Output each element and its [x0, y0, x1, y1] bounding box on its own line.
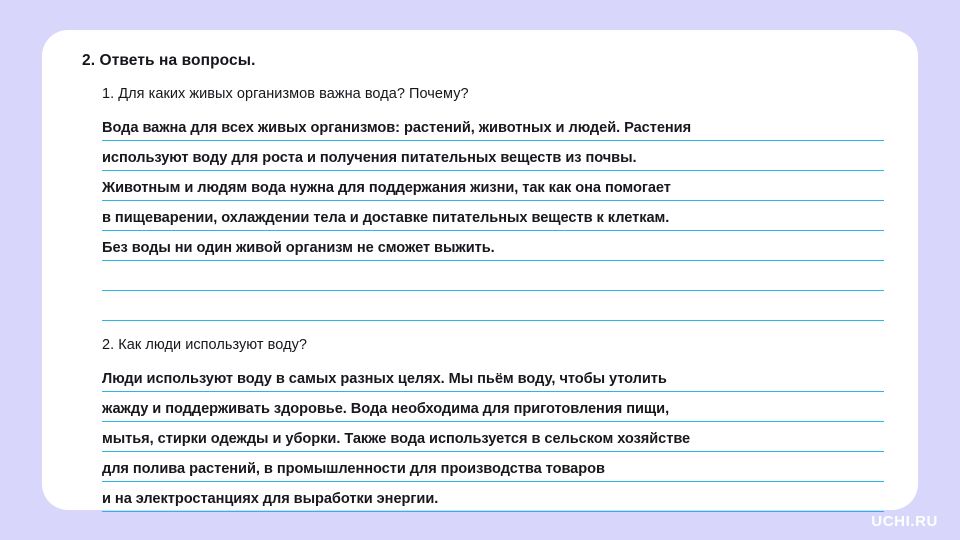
answer-line[interactable] — [102, 291, 884, 321]
answer-line-text: и на электростанциях для выработки энергии. — [102, 491, 439, 507]
answer-line[interactable] — [102, 201, 884, 231]
uchi-ru-logo: UCHI.RU — [871, 513, 938, 530]
question-2-text: 2. Как люди используют воду? — [102, 337, 307, 353]
answer-line[interactable] — [102, 452, 884, 482]
answer-line[interactable] — [102, 141, 884, 171]
answer-line-text: Животным и людям вода нужна для поддержания жизни, так как она помогает — [102, 180, 671, 196]
answer-line-text: мытья, стирки одежды и уборки. Также вода используется в сельском хозяйстве — [102, 431, 691, 447]
question-block-1 — [102, 86, 884, 321]
answer-line[interactable] — [102, 392, 884, 422]
answer-line[interactable] — [102, 261, 884, 291]
answer-lines-1 — [102, 111, 884, 321]
answer-line-text: для полива растений, в промышленности для производства товаров — [102, 461, 605, 477]
answer-line-text: жажду и поддерживать здоровье. Вода необходима для приготовления пищи, — [102, 401, 670, 417]
answer-line-text: Люди используют воду в самых разных целях. Мы пьём воду, чтобы утолить — [102, 371, 667, 387]
answer-line[interactable] — [102, 482, 884, 512]
question-block-2 — [102, 337, 884, 512]
answer-line[interactable] — [102, 422, 884, 452]
task-title: 2. Ответь на вопросы. — [82, 52, 256, 69]
answer-line[interactable] — [102, 231, 884, 261]
answer-line-text: Вода важна для всех живых организмов: растений, животных и людей. Растения — [102, 120, 692, 136]
worksheet-content — [82, 52, 884, 512]
question-1-text: 1. Для каких живых организмов важна вода? Почему? — [102, 86, 469, 102]
worksheet-card — [42, 30, 918, 510]
answer-line[interactable] — [102, 171, 884, 201]
answer-line-text: в пищеварении, охлаждении тела и доставке питательных веществ к клеткам. — [102, 210, 670, 226]
answer-lines-2 — [102, 362, 884, 512]
answer-line-text: Без воды ни один живой организм не сможет выжить. — [102, 240, 495, 256]
answer-line[interactable] — [102, 362, 884, 392]
answer-line-text: используют воду для роста и получения питательных веществ из почвы. — [102, 150, 637, 166]
answer-line[interactable] — [102, 111, 884, 141]
